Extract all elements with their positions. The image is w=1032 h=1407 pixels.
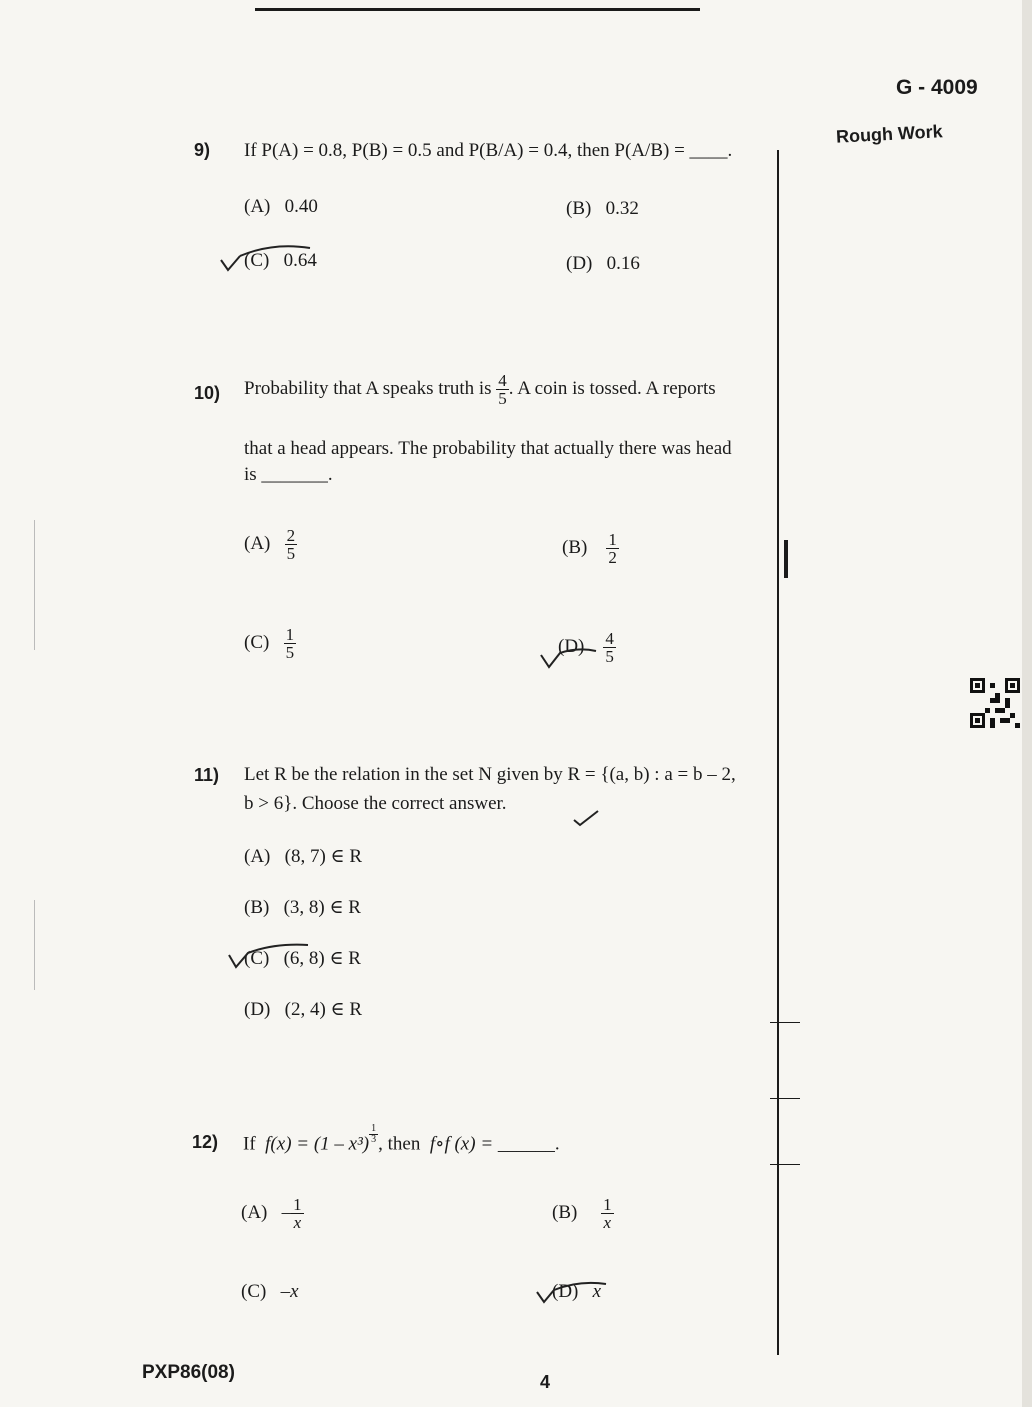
q12-exponent-den: 3 [371, 1134, 377, 1145]
q10-number: 10) [194, 383, 221, 403]
q12-option-b-fraction [601, 1196, 614, 1231]
q12-option-a-den: x [293, 1213, 302, 1232]
q10-fraction-num: 4 [498, 371, 507, 390]
divider-mark [784, 540, 788, 578]
q11-option-b-value: (3, 8) ∈ R [283, 897, 361, 918]
q10-option-b-fraction [606, 531, 619, 566]
q9-blank: ____. [689, 140, 733, 161]
q10-text-after: . A coin is tossed. A reports [508, 377, 716, 399]
q12-option-c-label: (C) [241, 1281, 267, 1302]
q10-option-c-den: 5 [285, 643, 295, 662]
q11-option-b-label: (B) [244, 897, 270, 918]
q10-option-a-num: 2 [286, 526, 296, 545]
q10-option-b-den: 2 [608, 548, 617, 567]
q12-line [243, 1124, 560, 1155]
q9-option-c-value: 0.64 [283, 250, 317, 271]
q11-number: 11) [194, 765, 220, 785]
divider-tick [770, 1164, 800, 1165]
q11-option-a-value: (8, 7) ∈ R [284, 846, 363, 867]
q10-text-before: Probability that A speaks truth is [244, 377, 492, 399]
q10-checkmark-icon [538, 645, 598, 671]
q12-if: If [243, 1133, 256, 1155]
q9-option-d-label: (D) [566, 253, 593, 274]
q12-option-b [552, 1196, 614, 1231]
q10-line2: that a head appears. The probability that actually there was head [244, 438, 732, 459]
q12-option-b-label: (B) [552, 1201, 578, 1223]
q9-option-b [566, 198, 639, 220]
q11-line1: Let R be the relation in the set N given by R = {(a, b) : a = b – 2, [244, 764, 736, 785]
page-number: 4 [540, 1372, 551, 1392]
q12-option-a-label: (A) [241, 1201, 268, 1223]
q10-line1 [244, 372, 716, 407]
q11-tick-icon [572, 808, 600, 828]
left-binding-mark [34, 900, 35, 990]
q12-fof: f∘f (x) = [429, 1133, 494, 1155]
footer-code: PXP86(08) [142, 1362, 235, 1383]
paper-code: G - 4009 [896, 76, 978, 99]
q12-option-b-den: x [603, 1213, 612, 1232]
q12-option-d-value: x [592, 1281, 602, 1302]
q9-number: 9) [194, 140, 211, 160]
q11-option-b [244, 896, 361, 919]
q10-option-d-den: 5 [605, 647, 614, 666]
q10-option-b-label: (B) [562, 536, 588, 558]
q10-option-c-fraction [284, 626, 297, 661]
q10-fraction-den: 5 [498, 389, 507, 408]
q12-option-d-label: (D) [552, 1281, 579, 1302]
q12-option-c [241, 1281, 299, 1303]
q10-fraction [496, 372, 509, 407]
q10-line3: is _______. [244, 464, 333, 485]
q9-option-c-label: (C) [244, 250, 270, 271]
q10-option-c-num: 1 [285, 625, 295, 644]
q12-option-a-sign: – [281, 1201, 292, 1223]
q10-option-c [244, 626, 296, 661]
q11-option-c-value: (6, 8) ∈ R [283, 948, 361, 969]
q9-option-a [244, 196, 318, 218]
q11-option-a [244, 845, 362, 868]
q9-question: If P(A) = 0.8, P(B) = 0.5 and P(B/A) = 0.4, then P(A/B) = [244, 140, 685, 161]
q10-option-b-num: 1 [608, 530, 617, 549]
q11-option-c-label: (C) [244, 948, 270, 969]
left-binding-mark [34, 520, 35, 650]
q9-option-a-value: 0.40 [284, 196, 318, 217]
q10-option-a-fraction [285, 527, 298, 562]
q12-option-c-value: –x [280, 1281, 299, 1302]
q12-option-a-fraction [291, 1196, 304, 1231]
q12-then: , then [378, 1133, 421, 1155]
q9-option-a-label: (A) [244, 196, 271, 217]
q10-option-a-den: 5 [286, 544, 296, 563]
top-rule [255, 8, 700, 11]
q10-option-a [244, 527, 297, 562]
qr-code-icon [970, 678, 1020, 728]
divider-tick [770, 1098, 800, 1099]
q12-number: 12) [192, 1132, 219, 1152]
q11-line2: b > 6}. Choose the correct answer. [244, 793, 507, 814]
q10-option-b [562, 531, 619, 566]
rough-work-divider [777, 150, 779, 1355]
q12-fx: f(x) = (1 – x³) [265, 1133, 370, 1155]
right-edge-shade [1022, 0, 1032, 1407]
q11-option-a-label: (A) [244, 846, 271, 867]
q10-option-d-fraction [603, 630, 616, 665]
q9-option-b-label: (B) [566, 198, 592, 219]
q9-checkmark-icon [218, 242, 313, 274]
q9-text [244, 140, 732, 162]
divider-tick [770, 1022, 800, 1023]
q11-option-d-value: (2, 4) ∈ R [284, 999, 363, 1020]
q12-blank: ______. [497, 1133, 560, 1155]
q11-checkmark-icon [226, 941, 311, 971]
q10-option-a-label: (A) [244, 532, 271, 554]
q11-option-d [244, 998, 362, 1021]
q9-option-b-value: 0.32 [605, 198, 639, 219]
q10-option-d-label: (D) [558, 635, 585, 657]
q10-option-d-num: 4 [605, 629, 614, 648]
q12-option-a-num: 1 [293, 1195, 302, 1214]
q12-option-b-num: 1 [603, 1195, 612, 1214]
q12-exponent [369, 1124, 378, 1145]
q12-exponent-num: 1 [371, 1123, 377, 1134]
q12-option-a [241, 1196, 304, 1231]
rough-work-label: Rough Work [835, 121, 944, 147]
q11-option-d-label: (D) [244, 999, 271, 1020]
q10-option-c-label: (C) [244, 631, 270, 653]
q12-checkmark-icon [534, 1278, 609, 1306]
q9-option-d-value: 0.16 [606, 253, 640, 274]
q9-option-d [566, 253, 640, 275]
